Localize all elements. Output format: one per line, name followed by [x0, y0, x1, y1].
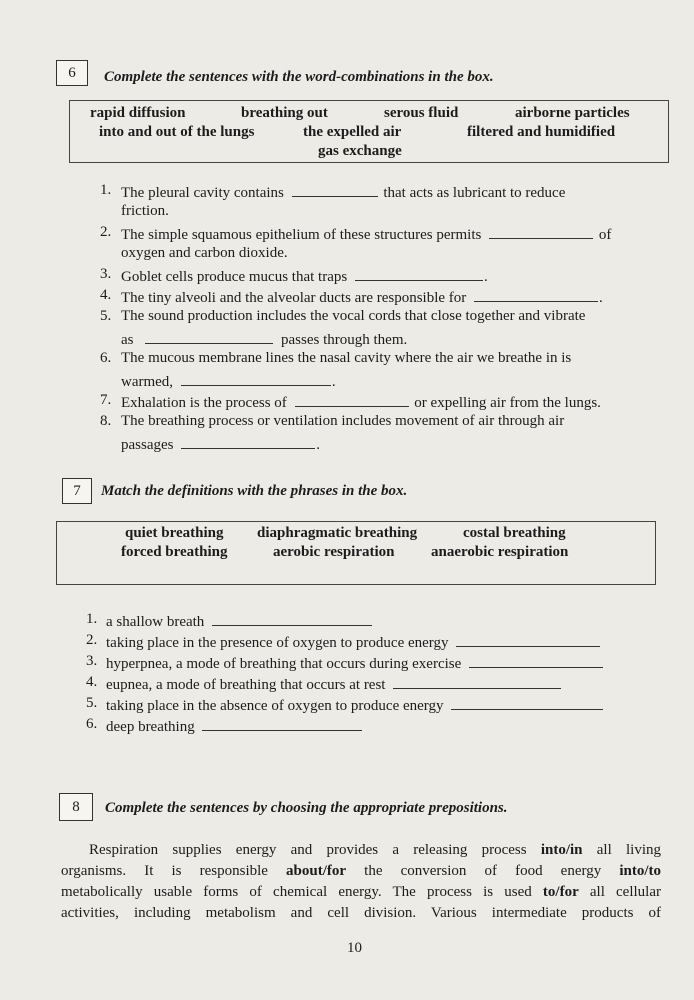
exercise-7-item-2 — [106, 632, 600, 652]
exercise-6-item-2 — [121, 224, 611, 244]
item-text: Goblet cells produce mucus that traps — [121, 269, 348, 285]
exercise-6-item-5: The sound production includes the vocal cords that close together and vibrate — [121, 308, 586, 324]
exercise-6-item-6: The mucous membrane lines the nasal cavity where the air we breathe in is — [121, 350, 572, 366]
answer-blank[interactable] — [212, 611, 372, 626]
item-number: 6. — [100, 350, 112, 366]
item-text: . — [331, 374, 336, 390]
answer-blank[interactable] — [474, 287, 598, 302]
word-box-item: gas exchange — [318, 143, 402, 159]
item-text: taking place in the presence of oxygen to produce energy — [106, 635, 449, 651]
answer-blank[interactable] — [295, 392, 409, 407]
item-text: deep breathing — [106, 719, 195, 735]
answer-blank[interactable] — [393, 674, 561, 689]
exercise-6-item-8-continued — [121, 434, 320, 454]
item-text: The pleural cavity contains — [121, 185, 284, 201]
item-number: 7. — [100, 392, 112, 408]
answer-blank[interactable] — [181, 434, 315, 449]
word-box-item: quiet breathing — [125, 525, 224, 541]
answer-blank[interactable] — [292, 182, 378, 197]
item-number: 1. — [100, 182, 112, 198]
exercise-6-item-8: The breathing process or ventilation includes movement of air through air — [121, 413, 565, 429]
answer-blank[interactable] — [181, 371, 331, 386]
item-text: passages — [121, 437, 174, 453]
item-text: taking place in the absence of oxygen to produce energy — [106, 698, 444, 714]
item-text: Exhalation is the process of — [121, 395, 287, 411]
exercise-6-item-1 — [121, 182, 661, 202]
item-number: 6. — [86, 716, 98, 732]
preposition-choice[interactable]: into/to — [619, 863, 661, 879]
item-number: 5. — [86, 695, 98, 711]
exercise-6-title: Complete the sentences with the word-combinations in the box. — [104, 69, 494, 85]
word-box-item: serous fluid — [384, 105, 459, 121]
word-box-item: rapid diffusion — [90, 105, 186, 121]
exercise-7-word-box — [56, 521, 656, 585]
exercise-7-item-6 — [106, 716, 362, 736]
exercise-6-item-5-continued — [121, 329, 407, 349]
item-text: eupnea, a mode of breathing that occurs at rest — [106, 677, 386, 693]
preposition-choice[interactable]: to/for — [542, 884, 579, 900]
item-text: passes through them. — [281, 332, 408, 348]
exercise-8-number: 8 — [59, 793, 93, 821]
answer-blank[interactable] — [355, 266, 483, 281]
text: all living — [582, 842, 661, 858]
item-number: 1. — [86, 611, 98, 627]
text: organisms. It is responsible — [61, 863, 287, 879]
text: metabolically usable forms of chemical energy. The process is used — [61, 884, 543, 900]
paragraph-line-4: activities, including metabolism and cell division. Various intermediate products of — [61, 905, 661, 921]
item-number: 2. — [86, 632, 98, 648]
preposition-choice[interactable]: into/in — [540, 842, 583, 858]
item-number: 4. — [86, 674, 98, 690]
exercise-6-item-6-continued — [121, 371, 336, 391]
item-text: The simple squamous epithelium of these structures permits — [121, 227, 482, 243]
word-box-item: into and out of the lungs — [99, 124, 255, 140]
item-text: or expelling air from the lungs. — [414, 395, 601, 411]
paragraph-line-1 — [89, 842, 661, 859]
item-text: . — [599, 290, 603, 306]
item-number: 3. — [100, 266, 112, 282]
item-number: 4. — [100, 287, 112, 303]
answer-blank[interactable] — [456, 632, 600, 647]
word-box-item: filtered and humidified — [467, 124, 616, 140]
answer-blank[interactable] — [469, 653, 603, 668]
item-number: 8. — [100, 413, 112, 429]
item-text: hyperpnea, a mode of breathing that occurs during exercise — [106, 656, 462, 672]
item-number: 5. — [100, 308, 112, 324]
exercise-8-title: Complete the sentences by choosing the appropriate prepositions. — [105, 800, 508, 816]
item-text: as — [121, 332, 134, 348]
item-text: . — [483, 269, 488, 285]
item-text: . — [316, 437, 320, 453]
item-text: that acts as lubricant to reduce — [383, 185, 566, 201]
page-number: 10 — [347, 940, 362, 956]
exercise-7-item-5 — [106, 695, 603, 715]
answer-blank[interactable] — [451, 695, 603, 710]
word-box-item: anaerobic respiration — [431, 544, 569, 560]
exercise-7-item-4 — [106, 674, 561, 694]
paragraph-line-2 — [61, 863, 661, 880]
answer-blank[interactable] — [145, 329, 273, 344]
exercise-7-number: 7 — [62, 478, 92, 504]
text: Respiration supplies energy and provides a releasing process — [89, 842, 541, 858]
exercise-7-item-3 — [106, 653, 603, 673]
item-text: of — [598, 227, 612, 243]
word-box-item: the expelled air — [303, 124, 402, 140]
item-text: The tiny alveoli and the alveolar ducts are responsible for — [121, 290, 467, 306]
exercise-6-number: 6 — [56, 60, 88, 86]
item-text-continued: oxygen and carbon dioxide. — [121, 245, 288, 261]
word-box-item: forced breathing — [121, 544, 228, 560]
exercise-6-item-4 — [121, 287, 603, 307]
exercise-7-item-1 — [106, 611, 372, 631]
paragraph-line-3 — [61, 884, 661, 901]
exercise-6-word-box — [69, 100, 669, 163]
preposition-choice[interactable]: about/for — [286, 863, 347, 879]
exercise-7-title: Match the definitions with the phrases in the box. — [101, 483, 408, 499]
word-box-item: aerobic respiration — [273, 544, 395, 560]
item-text-continued: friction. — [121, 203, 169, 219]
answer-blank[interactable] — [489, 224, 593, 239]
text: all cellular — [578, 884, 661, 900]
text: the conversion of food energy — [346, 863, 620, 879]
word-box-item: breathing out — [241, 105, 328, 121]
exercise-6-item-7 — [121, 392, 601, 412]
answer-blank[interactable] — [202, 716, 362, 731]
item-text: warmed, — [121, 374, 174, 390]
word-box-item: airborne particles — [515, 105, 630, 121]
word-box-item: diaphragmatic breathing — [257, 525, 418, 541]
item-number: 3. — [86, 653, 98, 669]
word-box-item: costal breathing — [463, 525, 566, 541]
item-number: 2. — [100, 224, 112, 240]
exercise-6-item-3 — [121, 266, 488, 286]
item-text: a shallow breath — [106, 614, 205, 630]
